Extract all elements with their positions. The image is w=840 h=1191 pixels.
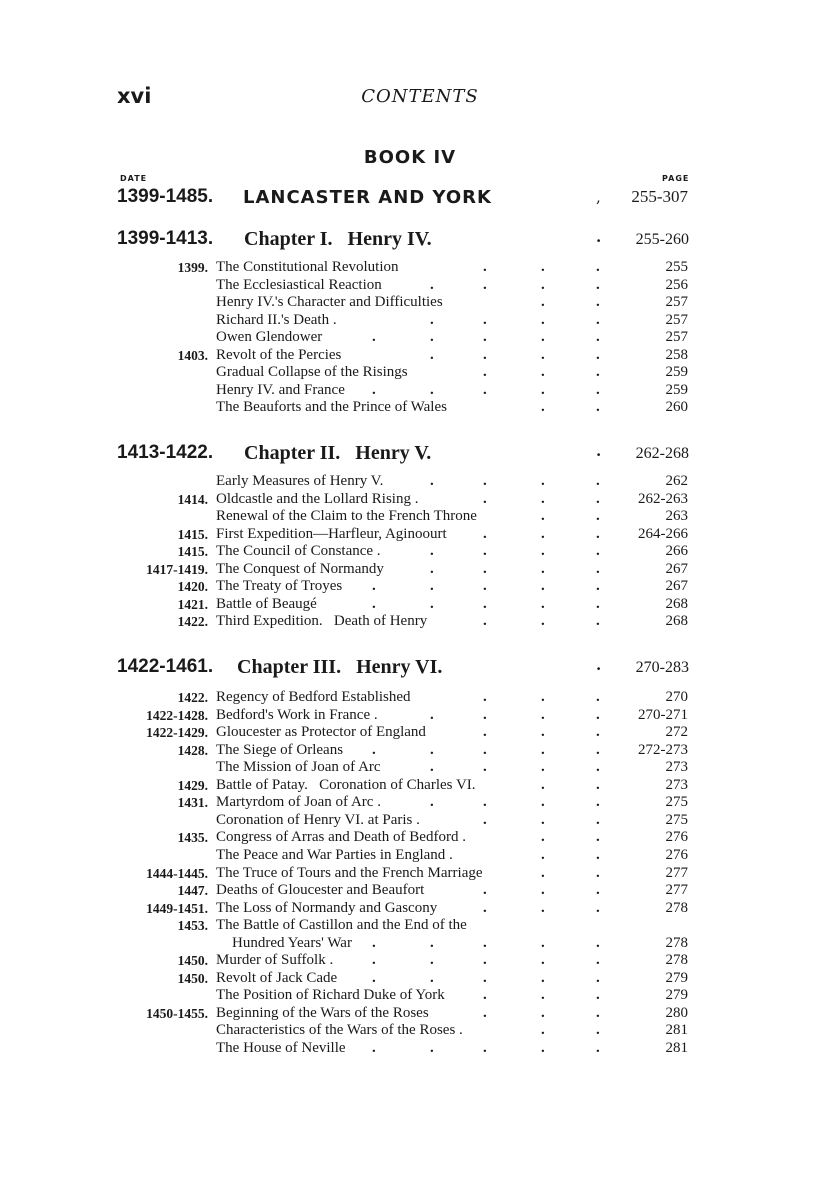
toc-entry — [0, 329, 840, 347]
entry-title: Owen Glendower — [216, 329, 323, 346]
toc-entry — [0, 900, 840, 918]
entry-title: Henry IV.'s Character and Difficulties — [216, 294, 443, 311]
leader-dot: . — [541, 969, 545, 986]
entry-date: 1422. — [177, 614, 208, 630]
entry-date: 1421. — [177, 596, 208, 612]
entry-title: First Expedition—Harfleur, Aginoourt — [216, 525, 447, 542]
entry-date: 1422-1428. — [146, 707, 208, 723]
page-column-label: PAGE — [662, 174, 690, 183]
toc-entry — [0, 759, 840, 777]
leader-dot: . — [596, 969, 600, 986]
entry-page: 273 — [665, 776, 688, 793]
entry-date: 1453. — [177, 918, 208, 934]
leader-dot: . — [541, 952, 545, 969]
toc-entry — [0, 1040, 840, 1058]
leader-dot: . — [372, 381, 376, 398]
chapter-heading — [117, 656, 689, 684]
leader-dot: . — [541, 759, 545, 776]
chapter-pages: 270-283 — [635, 659, 689, 676]
leader-dot: . — [483, 882, 487, 899]
entry-title: Martyrdom of Joan of Arc . — [216, 794, 381, 811]
leader-dot: . — [541, 311, 545, 328]
toc-entry — [0, 259, 840, 277]
entry-date: 1447. — [177, 883, 208, 899]
entry-date: 1420. — [177, 579, 208, 595]
leader-dot: . — [372, 1040, 376, 1056]
entry-page: 259 — [665, 381, 688, 398]
entry-title: Beginning of the Wars of the Roses — [216, 1004, 429, 1021]
leader-dot: . — [483, 1004, 487, 1021]
leader-dot: . — [596, 846, 600, 863]
leader-dot: . — [541, 794, 545, 811]
leader-dot: . — [372, 578, 376, 595]
entry-page: 260 — [665, 399, 688, 416]
leader-dot: . — [596, 987, 600, 1004]
leader-dot: . — [430, 543, 434, 560]
entry-title: Hundred Years' War — [232, 934, 352, 951]
entry-title: Third Expedition. Death of Henry — [216, 613, 428, 630]
leader-dot: . — [541, 811, 545, 828]
leader-dot: . — [541, 1022, 545, 1039]
leader-dot: . — [483, 724, 487, 741]
leader-dot: . — [483, 473, 487, 489]
entry-page: 276 — [665, 846, 688, 863]
leader-dot: . — [430, 595, 434, 612]
leader-dot: . — [541, 294, 545, 311]
entry-title: The Constitutional Revolution — [216, 259, 399, 275]
entry-page: 270 — [665, 689, 688, 705]
toc-entry — [0, 561, 840, 579]
leader-dot: . — [596, 311, 600, 328]
entry-title: The Mission of Joan of Arc — [216, 759, 381, 776]
toc-entry — [0, 399, 840, 417]
entry-title: Congress of Arras and Death of Bedford . — [216, 829, 466, 846]
leader-dot: . — [430, 794, 434, 811]
leader-dot: . — [596, 364, 600, 381]
entry-page: 279 — [665, 987, 688, 1004]
leader-dot: . — [541, 776, 545, 793]
toc-entry — [0, 724, 840, 742]
leader-dot: . — [541, 276, 545, 293]
leader-dot: . — [596, 276, 600, 293]
entry-page: 257 — [665, 294, 688, 311]
toc-entry — [0, 987, 840, 1005]
leader-dot: . — [541, 899, 545, 916]
leader-dot: . — [483, 969, 487, 986]
entry-title: The Position of Richard Duke of York — [216, 987, 445, 1004]
leader-dot: . — [596, 259, 600, 275]
leader-dot: . — [541, 689, 545, 705]
toc-entry — [0, 865, 840, 883]
toc-entry — [0, 847, 840, 865]
entry-title: Regency of Bedford Established — [216, 689, 411, 705]
toc-entry — [0, 689, 840, 707]
toc-entry — [0, 613, 840, 631]
entry-page: 262-263 — [638, 490, 688, 507]
leader-dot: . — [541, 613, 545, 630]
leader-dot: . — [596, 1022, 600, 1039]
leader-dot: . — [483, 706, 487, 723]
leader-dot: , — [596, 188, 601, 206]
leader-dot: . — [372, 329, 376, 346]
leader-dot: . — [596, 525, 600, 542]
entry-page: 272-273 — [638, 741, 688, 758]
entry-title: The Council of Constance . — [216, 543, 381, 560]
leader-dot: . — [596, 952, 600, 969]
leader-dot: . — [483, 811, 487, 828]
leader-dot: . — [541, 329, 545, 346]
leader-dot: . — [430, 969, 434, 986]
leader-dot: . — [596, 473, 600, 489]
leader-dot: . — [541, 829, 545, 846]
leader-dot: . — [596, 294, 600, 311]
entry-title: Oldcastle and the Lollard Rising . — [216, 490, 419, 507]
entry-page: 263 — [665, 508, 688, 525]
leader-dot: . — [541, 934, 545, 951]
entry-page: 273 — [665, 759, 688, 776]
leader-dot: . — [596, 689, 600, 705]
leader-dot: . — [596, 228, 602, 246]
entry-page: 268 — [665, 595, 688, 612]
entry-date: 1450. — [177, 953, 208, 969]
page-number: xvi — [117, 84, 152, 108]
toc-entry — [0, 742, 840, 760]
leader-dot: . — [596, 442, 602, 460]
leader-dot: . — [483, 543, 487, 560]
leader-dot: . — [596, 381, 600, 398]
entry-title: Revolt of Jack Cade — [216, 969, 338, 986]
chapter-date-range: 1399-1413. — [117, 228, 214, 249]
entry-title: The Conquest of Normandy — [216, 560, 384, 577]
entry-title: Battle of Beaugé — [216, 595, 317, 612]
leader-dot: . — [596, 811, 600, 828]
leader-dot: . — [483, 311, 487, 328]
entry-page: 256 — [665, 276, 688, 293]
entry-page: 277 — [665, 882, 688, 899]
leader-dot: . — [372, 952, 376, 969]
leader-dot: . — [483, 952, 487, 969]
entry-page: 268 — [665, 613, 688, 630]
entry-title: The Battle of Castillon and the End of the — [216, 917, 467, 934]
leader-dot: . — [430, 1040, 434, 1056]
entry-title: The Siege of Orleans — [216, 741, 344, 758]
leader-dot: . — [483, 794, 487, 811]
leader-dot: . — [596, 578, 600, 595]
leader-dot: . — [541, 364, 545, 381]
toc-entry — [0, 491, 840, 509]
leader-dot: . — [483, 490, 487, 507]
leader-dot: . — [541, 543, 545, 560]
entry-date: 1415. — [177, 526, 208, 542]
leader-dot: . — [541, 508, 545, 525]
entry-page: 278 — [665, 934, 688, 951]
entry-page: 257 — [665, 329, 688, 346]
entry-date: 1449-1451. — [146, 900, 208, 916]
leader-dot: . — [541, 846, 545, 863]
entry-page: 259 — [665, 364, 688, 381]
entry-date: 1435. — [177, 830, 208, 846]
leader-dot: . — [430, 759, 434, 776]
entry-page: 270-271 — [638, 706, 688, 723]
chapter-heading — [117, 442, 689, 470]
leader-dot: . — [596, 346, 600, 363]
leader-dot: . — [483, 364, 487, 381]
entry-date: 1444-1445. — [146, 865, 208, 881]
toc-entry — [0, 596, 840, 614]
chapter-title: Chapter III. Henry VI. — [237, 656, 443, 678]
entry-title: Murder of Suffolk . — [216, 952, 334, 969]
running-head: CONTENTS — [361, 86, 479, 107]
toc-entry — [0, 794, 840, 812]
entry-title: The Peace and War Parties in England . — [216, 846, 453, 863]
entry-date: 1428. — [177, 742, 208, 758]
leader-dot: . — [596, 706, 600, 723]
entry-date: 1450-1455. — [146, 1005, 208, 1021]
entry-date: 1417-1419. — [146, 561, 208, 577]
date-column-label: DATE — [120, 174, 148, 183]
leader-dot: . — [541, 259, 545, 275]
entry-title: Richard II.'s Death . — [216, 311, 337, 328]
entry-page: 267 — [665, 578, 688, 595]
leader-dot: . — [483, 276, 487, 293]
leader-dot: . — [483, 613, 487, 630]
leader-dot: . — [596, 508, 600, 525]
entry-date: 1415. — [177, 544, 208, 560]
entry-title: Renewal of the Claim to the French Throne — [216, 508, 477, 525]
leader-dot: . — [541, 1004, 545, 1021]
leader-dot: . — [596, 794, 600, 811]
entry-title: Deaths of Gloucester and Beaufort — [216, 882, 425, 899]
entry-page: 280 — [665, 1004, 688, 1021]
chapter-date-range: 1422-1461. — [117, 656, 214, 677]
book-title: BOOK IV — [363, 147, 457, 168]
toc-entry — [0, 970, 840, 988]
chapter-date-range: 1413-1422. — [117, 442, 214, 463]
book-pages: 255-307 — [631, 187, 688, 206]
entry-date: 1403. — [177, 347, 208, 363]
leader-dot: . — [483, 259, 487, 275]
leader-dot: . — [541, 381, 545, 398]
entry-title: Battle of Patay. Coronation of Charles VI. — [216, 776, 476, 793]
toc-entry — [0, 312, 840, 330]
leader-dot: . — [541, 346, 545, 363]
leader-dot: . — [483, 381, 487, 398]
leader-dot: . — [596, 829, 600, 846]
entry-page: 281 — [665, 1040, 688, 1056]
leader-dot: . — [596, 1004, 600, 1021]
entry-title: Gradual Collapse of the Risings — [216, 364, 408, 381]
leader-dot: . — [483, 329, 487, 346]
entry-title: Characteristics of the Wars of the Roses . — [216, 1022, 463, 1039]
toc-entry — [0, 277, 840, 295]
leader-dot: . — [483, 578, 487, 595]
entry-page: 278 — [665, 952, 688, 969]
leader-dot: . — [430, 706, 434, 723]
book-date-range: 1399-1485. — [117, 186, 214, 207]
entry-page: 278 — [665, 899, 688, 916]
entry-title: Henry IV. and France — [216, 381, 345, 398]
leader-dot: . — [430, 276, 434, 293]
entry-title: The Loss of Normandy and Gascony — [216, 899, 438, 916]
leader-dot: . — [430, 578, 434, 595]
leader-dot: . — [596, 595, 600, 612]
chapter-title: Chapter II. Henry V. — [244, 442, 432, 464]
leader-dot: . — [596, 543, 600, 560]
leader-dot: . — [596, 882, 600, 899]
leader-dot: . — [541, 864, 545, 881]
leader-dot: . — [596, 490, 600, 507]
leader-dot: . — [483, 1040, 487, 1056]
entry-title: Revolt of the Percies — [216, 346, 342, 363]
entry-page: 272 — [665, 724, 688, 741]
entry-title: Coronation of Henry VI. at Paris . — [216, 811, 420, 828]
leader-dot: . — [541, 706, 545, 723]
entry-title: The Truce of Tours and the French Marriage — [216, 864, 483, 881]
leader-dot: . — [483, 560, 487, 577]
leader-dot: . — [541, 987, 545, 1004]
toc-entry — [0, 347, 840, 365]
entry-title: Early Measures of Henry V. — [216, 473, 384, 489]
leader-dot: . — [596, 864, 600, 881]
entry-title: The Beauforts and the Prince of Wales — [216, 399, 447, 416]
leader-dot: . — [483, 346, 487, 363]
chapter-pages: 262-268 — [635, 445, 689, 462]
leader-dot: . — [541, 595, 545, 612]
entry-date: 1431. — [177, 795, 208, 811]
leader-dot: . — [541, 399, 545, 416]
leader-dot: . — [430, 473, 434, 489]
leader-dot: . — [596, 1040, 600, 1056]
entry-page: 275 — [665, 794, 688, 811]
entry-title: Bedford's Work in France . — [216, 706, 378, 723]
leader-dot: . — [596, 776, 600, 793]
toc-entry — [0, 473, 840, 491]
leader-dot: . — [483, 899, 487, 916]
leader-dot: . — [596, 741, 600, 758]
entry-page: 264-266 — [638, 525, 688, 542]
entry-title: Gloucester as Protector of England — [216, 724, 426, 741]
leader-dot: . — [596, 329, 600, 346]
leader-dot: . — [430, 381, 434, 398]
leader-dot: . — [430, 934, 434, 951]
entry-date: 1414. — [177, 491, 208, 507]
entry-title: The Ecclesiastical Reaction — [216, 276, 382, 293]
leader-dot: . — [430, 329, 434, 346]
leader-dot: . — [596, 613, 600, 630]
leader-dot: . — [372, 934, 376, 951]
toc-entry — [0, 1022, 840, 1040]
leader-dot: . — [430, 952, 434, 969]
toc-entry — [0, 543, 840, 561]
toc-entry — [0, 508, 840, 526]
leader-dot: . — [541, 724, 545, 741]
leader-dot: . — [541, 882, 545, 899]
entry-page: 267 — [665, 560, 688, 577]
entry-page: 277 — [665, 864, 688, 881]
entry-page: 275 — [665, 811, 688, 828]
leader-dot: . — [483, 689, 487, 705]
toc-entry — [0, 829, 840, 847]
toc-entry — [0, 526, 840, 544]
leader-dot: . — [430, 346, 434, 363]
leader-dot: . — [483, 987, 487, 1004]
chapter-heading — [117, 228, 689, 256]
leader-dot: . — [596, 656, 602, 674]
entry-page: 255 — [665, 259, 688, 275]
toc-entry — [0, 578, 840, 596]
entry-title: The Treaty of Troyes — [216, 578, 343, 595]
entry-page: 266 — [665, 543, 688, 560]
leader-dot: . — [483, 525, 487, 542]
leader-dot: . — [430, 311, 434, 328]
leader-dot: . — [430, 560, 434, 577]
entry-page: 262 — [665, 473, 688, 489]
leader-dot: . — [372, 969, 376, 986]
entry-date: 1422. — [177, 690, 208, 705]
leader-dot: . — [372, 741, 376, 758]
entry-date: 1429. — [177, 777, 208, 793]
book-name: LANCASTER AND YORK — [243, 187, 492, 208]
leader-dot: . — [596, 934, 600, 951]
chapter-title: Chapter I. Henry IV. — [244, 228, 432, 250]
toc-entry — [0, 777, 840, 795]
entry-page: 257 — [665, 311, 688, 328]
entry-page: 276 — [665, 829, 688, 846]
entry-title: The House of Neville — [216, 1040, 346, 1056]
leader-dot: . — [596, 899, 600, 916]
leader-dot: . — [541, 1040, 545, 1056]
toc-entry — [0, 1005, 840, 1023]
leader-dot: . — [596, 560, 600, 577]
toc-entry — [0, 882, 840, 900]
entry-date: 1450. — [177, 970, 208, 986]
leader-dot: . — [541, 578, 545, 595]
leader-dot: . — [541, 741, 545, 758]
leader-dot: . — [541, 490, 545, 507]
toc-entry — [0, 364, 840, 382]
chapter-pages: 255-260 — [635, 231, 689, 248]
leader-dot: . — [483, 759, 487, 776]
leader-dot: . — [596, 724, 600, 741]
toc-entry — [0, 707, 840, 725]
leader-dot: . — [541, 525, 545, 542]
leader-dot: . — [596, 759, 600, 776]
entry-page: 279 — [665, 969, 688, 986]
leader-dot: . — [596, 399, 600, 416]
entry-page: 258 — [665, 346, 688, 363]
leader-dot: . — [483, 934, 487, 951]
toc-entry — [0, 935, 840, 953]
toc-entry — [0, 382, 840, 400]
toc-entry — [0, 952, 840, 970]
entry-page: 281 — [665, 1022, 688, 1039]
entry-date: 1399. — [177, 260, 208, 275]
toc-entry — [0, 812, 840, 830]
toc-entry — [0, 917, 840, 935]
leader-dot: . — [483, 741, 487, 758]
leader-dot: . — [372, 595, 376, 612]
toc-entry — [0, 294, 840, 312]
leader-dot: . — [483, 595, 487, 612]
leader-dot: . — [541, 560, 545, 577]
entry-date: 1422-1429. — [146, 725, 208, 741]
leader-dot: . — [430, 741, 434, 758]
leader-dot: . — [541, 473, 545, 489]
